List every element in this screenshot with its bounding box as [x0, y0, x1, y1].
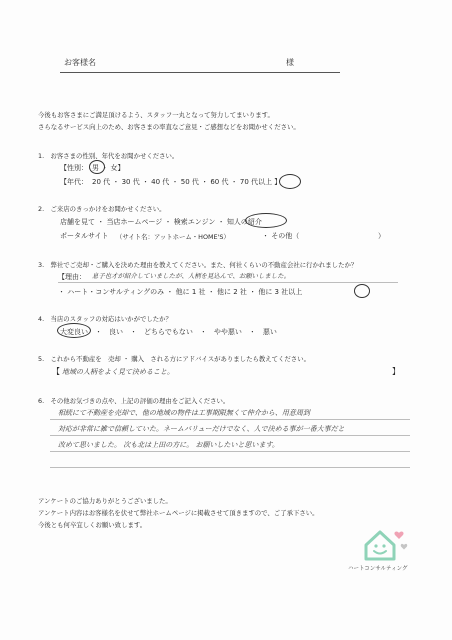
q4-options: 大変良い ・ 良い ・ どちらでもない ・ やや悪い ・ 悪い	[60, 328, 277, 336]
name-underline	[60, 72, 340, 73]
intro-line-2: さらなるサービス向上のため、お客さまの率直なご意見・ご感想などをお聞かせください。	[38, 123, 300, 131]
staff-rating-circle	[57, 323, 91, 338]
q2-question: 2. ご来店のきっかけをお聞かせください。	[38, 205, 166, 213]
q3-reason-underline	[58, 282, 398, 283]
q5-close-bracket: 】	[392, 367, 400, 376]
q1-age-label: 【年代：	[60, 178, 88, 186]
customer-name-label: お客様名	[64, 58, 96, 67]
companies-selection-circle	[354, 284, 370, 298]
q6-rule-4	[50, 467, 410, 468]
q6-rule-2	[50, 435, 410, 436]
q2-portal-label: ポータルサイト	[60, 232, 109, 240]
q1-gender-label: 【性別：	[60, 164, 88, 172]
footer-thanks: アンケートのご協力ありがとうございました。	[38, 497, 172, 505]
q2-other-close: ）	[378, 232, 385, 240]
q6-question: 6. その他お気づきの点や、上記の評価の理由をご記入ください。	[38, 397, 230, 405]
intro-line-1: 今後もお客さまにご満足頂けるよう、スタッフ一丸となって努力してまいります。	[38, 111, 274, 119]
q3-reason-handwritten: 息子也才が紹介していましたが、人柄を見込んで、お願いしました。	[92, 272, 290, 280]
age-selection-circle	[279, 174, 301, 189]
q6-line-1: 相続にて不動産を売却で、他の地域の物件は工事期限無くて仲介から、用意周到	[58, 409, 310, 417]
q5-open-bracket: 【	[52, 367, 60, 376]
house-heart-icon	[352, 523, 416, 563]
q6-rule-3	[50, 451, 410, 452]
q2-portal-sites: （サイト名：アットホーム・HOME'S）	[116, 233, 230, 241]
honorific-label: 様	[286, 58, 294, 67]
q6-line-3: 改めて思いました。 次も北は上田の方に。 お願いしたいと思います。	[58, 441, 279, 449]
q1-gender-options: 男 ・ 女】	[92, 164, 125, 172]
q5-question: 5. これから不動産を 売却 ・ 購入 される方にアドバイスがありましたら教えてください。	[38, 355, 310, 363]
q5-answer-handwritten: 地域の人柄をよく見て決めること。	[62, 368, 174, 376]
q3-companies: ・ ハート・コンサルティングのみ ・ 他に 1 社 ・ 他に 2 社 ・ 他に 3 社以上	[58, 288, 303, 296]
q4-question: 4. 当店のスタッフの対応はいかがでしたか？	[38, 315, 172, 323]
logo-text: ハートコンサルティング	[348, 566, 408, 572]
q6-rule-1	[50, 419, 410, 420]
q1-question: 1. お客さまの性別、年代をお聞かせください。	[38, 152, 179, 160]
footer-closing: 今後とも何卒宜しくお願い致します。	[38, 521, 147, 529]
q2-options-line1: 店舗を見て ・ 当店ホームページ ・ 検索エンジン ・ 知人の紹介	[60, 218, 262, 226]
q2-other-label: ・ その他（	[262, 232, 300, 240]
source-selection-circle	[245, 213, 287, 228]
company-logo	[348, 523, 416, 575]
q6-line-2: 対応が非常に雑で信頼していた。ネームバリューだけでなく、人で決める事が一番大事だと	[58, 425, 345, 433]
footer-notice: アンケート内容はお客様名を伏せて弊社ホームページに掲載させて頂きますので、ご了承下さい。	[38, 509, 319, 517]
q3-reason-label: 【理由：	[58, 273, 86, 281]
q1-age-options: 20 代 ・ 30 代 ・ 40 代 ・ 50 代 ・ 60 代 ・ 70 代以上 】	[92, 178, 282, 186]
gender-selection-circle	[89, 160, 105, 174]
q3-question: 3. 弊社でご売却・ご購入を決めた理由を教えてください。また、何社くらいの不動産会社に行かれましたか？	[38, 261, 358, 269]
